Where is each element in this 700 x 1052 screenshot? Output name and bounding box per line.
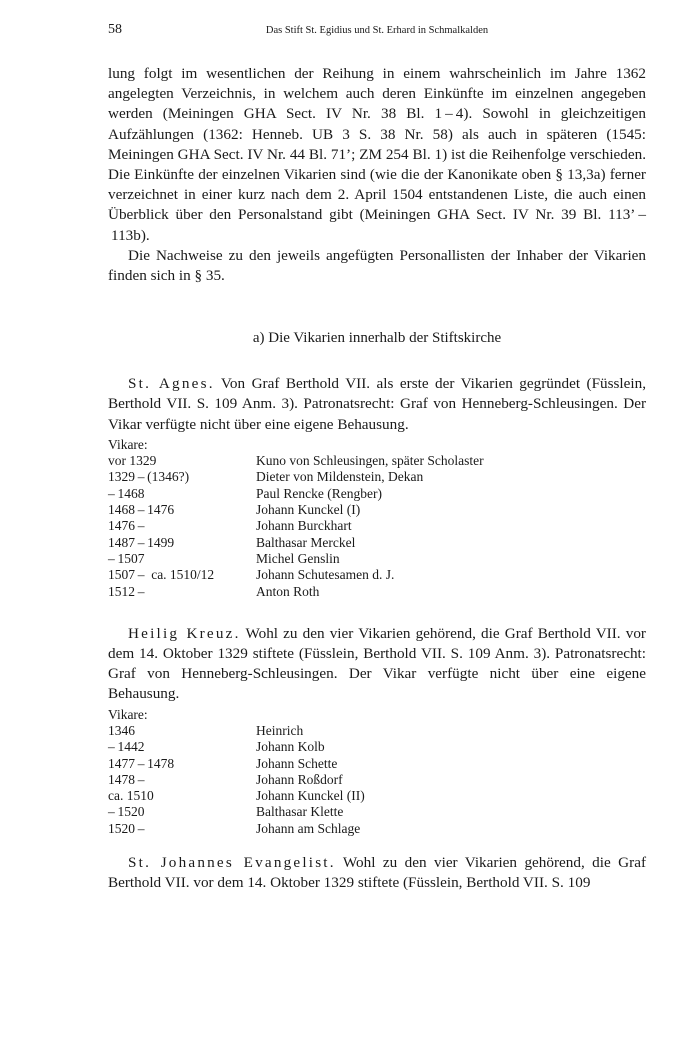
vikar-name: Michel Genslin (256, 550, 340, 566)
vikar-date: 1468 – 1476 (108, 502, 175, 518)
section-heading: a) Die Vikarien innerhalb der Stiftskirche (252, 330, 502, 347)
vikar-date: 1512 – (108, 583, 145, 599)
entry-title: St. Agnes. (128, 375, 215, 393)
document-page (108, 24, 646, 893)
entry-st-johannes-evangelist (108, 853, 646, 893)
entry-paragraph (108, 374, 646, 435)
vikar-name: Johann Schutesamen d. J. (256, 567, 395, 583)
vikar-name: Balthasar Klette (256, 804, 344, 820)
vikar-row (108, 551, 646, 567)
vikar-row (108, 535, 646, 551)
vikar-name: Johann Kolb (256, 739, 325, 755)
vikar-row (108, 486, 646, 502)
vikar-row (108, 804, 646, 820)
paragraph-references: Die Nachweise zu den jeweils angefügten Personallisten der Inhaber der Vikarien finden sich in § 35. (108, 246, 646, 285)
vikar-name: Heinrich (256, 722, 304, 738)
vikar-name: Johann Kunckel (I) (256, 502, 361, 518)
vikar-date: 1476 – (108, 518, 145, 534)
vikar-name: Johann Kunckel (II) (256, 788, 365, 804)
vikar-name: Anton Roth (256, 583, 320, 599)
entry-paragraph (108, 853, 646, 893)
vikar-name: Johann am Schlage (256, 820, 361, 836)
entry-title: Heilig Kreuz. (128, 624, 241, 642)
vikar-date: – 1507 (108, 550, 145, 566)
vikar-name: Kuno von Schleusingen, später Scholaster (256, 453, 484, 469)
vikar-row (108, 821, 646, 837)
vikar-date: ca. 1510 (108, 788, 154, 804)
entry-text: Wohl zu den vier Vikarien gehörend, die Graf Berthold VII. vor dem 14. Oktober 1329 stiftete (Füsslein, Berthold VII. S. 109 Anm. 3). Patronatsrecht: Graf von Henneberg-Schleusingen. Der Vikar verfügte nicht über eine eigene Behausung. (108, 624, 646, 703)
vikar-row (108, 502, 646, 518)
vikar-row (108, 469, 646, 485)
vikar-name: Johann Roßdorf (256, 771, 343, 787)
spacer (108, 600, 646, 624)
vikar-row (108, 567, 646, 583)
vikare-label: Vikare: (108, 706, 148, 722)
vikare-list (108, 723, 646, 837)
vikar-row (108, 453, 646, 469)
page-number: 58 (108, 22, 122, 37)
vikar-date: – 1442 (108, 739, 145, 755)
entry-heilig-kreuz (108, 624, 646, 837)
vikar-name: Dieter von Mildenstein, Dekan (256, 469, 424, 485)
vikar-date: 1520 – (108, 820, 145, 836)
vikar-date: 1478 – (108, 771, 145, 787)
entry-title: St. Johannes Evangelist. (128, 854, 336, 871)
vikar-name: Paul Rencke (Rengber) (256, 485, 382, 501)
vikar-row (108, 788, 646, 804)
vikar-row (108, 518, 646, 534)
vikar-date: – 1468 (108, 485, 145, 501)
page-header (108, 24, 646, 44)
vikar-date: – 1520 (108, 804, 145, 820)
vikare-label: Vikare: (108, 436, 148, 452)
vikar-row (108, 723, 646, 739)
vikar-date: 1329 – (1346?) (108, 469, 190, 485)
vikar-name: Johann Schette (256, 755, 338, 771)
vikar-row (108, 772, 646, 788)
vikar-date: 1477 – 1478 (108, 755, 175, 771)
vikar-row (108, 739, 646, 755)
vikar-row (108, 584, 646, 600)
vikare-list (108, 453, 646, 600)
vikar-date: 1487 – 1499 (108, 534, 175, 550)
entry-paragraph (108, 624, 646, 705)
entry-text: Von Graf Berthold VII. als erste der Vikarien gegründet (Füsslein, Berthold VII. S. 109 Anm. 3). Patronatsrecht: Graf von Henneberg-Schleusingen. Der Vikar verfügte nicht über eine eigene Behausung. (108, 375, 646, 433)
spacer (108, 837, 646, 853)
vikar-date: 1507 – ca. 1510/12 (108, 567, 215, 583)
entry-st-agnes (108, 374, 646, 600)
vikar-name: Balthasar Merckel (256, 534, 356, 550)
vikar-date: 1346 (108, 722, 135, 738)
entry-text: Wohl zu den vier Vikarien gehörend, die Graf Berthold VII. vor dem 14. Oktober 1329 stiftete (Füsslein, Berthold VII. S. 109 (108, 854, 646, 892)
vikar-date: vor 1329 (108, 453, 157, 469)
paragraph-intro-continued: lung folgt im wesentlichen der Reihung in einem wahrscheinlich im Jahre 1362 angelegten Verzeichnis, in welchem auch deren Einkünfte im einzelnen angegeben werden (Meiningen GHA Sect. IV Nr. 38 Bl. 1 – 4). Sowohl in gleichzeitigen Aufzählungen (1362: Henneb. UB 3 S. 38 Nr. 58) als auch in späteren (1545: Meiningen GHA Sect. IV Nr. 44 Bl. 71’; ZM 254 Bl. 1) ist die Reihenfolge verschieden. Die Einkünfte der einzelnen Vikarien sind (wie die der Kanonikate oben § 13,3a) ferner verzeichnet in einer kurz nach dem 2. April 1504 entstandenen Liste, die auch einen Überblick über den Personalstand gibt (Meiningen GHA Sect. IV Nr. 39 Bl. 113’ – 113b). (108, 65, 646, 244)
vikar-name: Johann Burckhart (256, 518, 352, 534)
vikar-row (108, 756, 646, 772)
running-title: Das Stift St. Egidius und St. Erhard in Schmalkalden (265, 25, 489, 36)
